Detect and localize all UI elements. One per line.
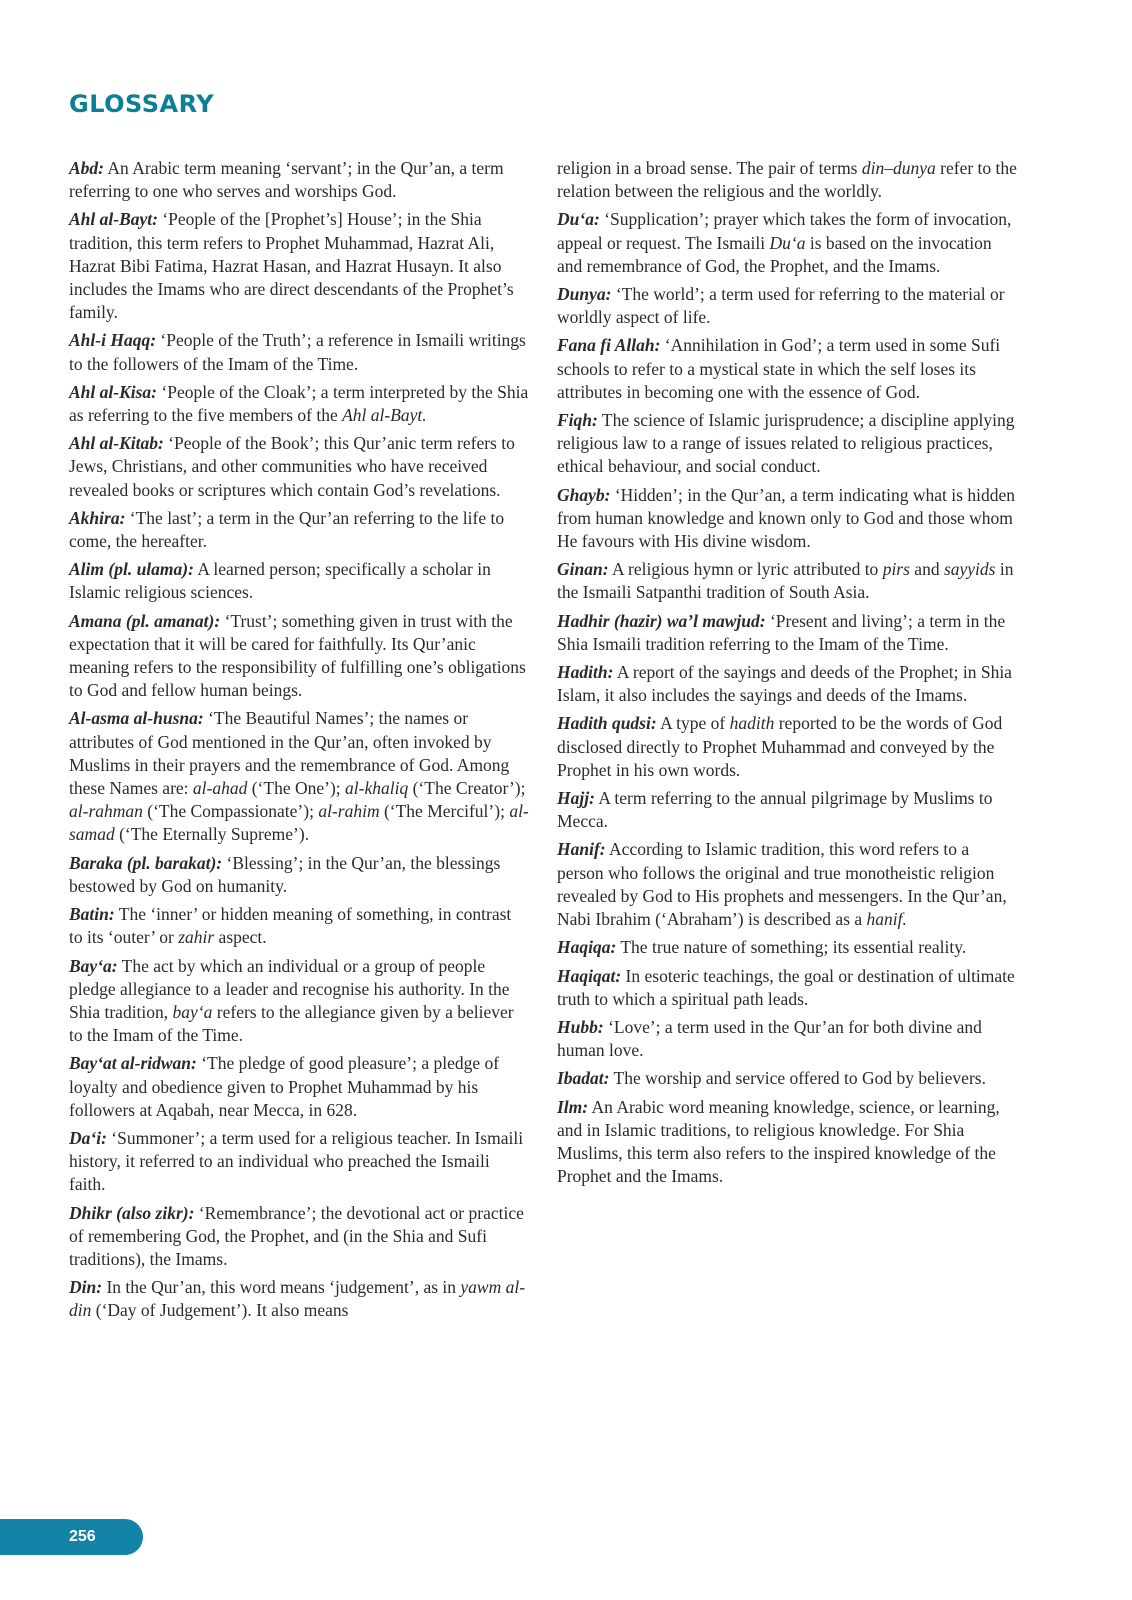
glossary-definition-text: ‘Supplication’; prayer which takes the form of invocation, appeal or request. The Ismaili (557, 209, 1012, 253)
glossary-entry (69, 852, 529, 898)
glossary-term: Ilm: (557, 1096, 589, 1117)
glossary-definition-text: ‘The last’; a term in the Qur’an referring to the life to come, the hereafter. (69, 507, 505, 552)
glossary-entry (69, 1276, 529, 1322)
glossary-term: Hubb: (557, 1016, 604, 1037)
glossary-term: Haqiqa: (557, 937, 617, 958)
glossary-definition-text: In esoteric teachings, the goal or destination of ultimate truth to which a spiritual path leads. (557, 965, 1015, 1009)
glossary-definition-text: (‘The One’); (247, 778, 346, 799)
glossary-definition-text: A religious hymn or lyric attributed to (608, 559, 883, 580)
glossary-entry (69, 903, 529, 949)
glossary-entry (557, 1096, 1020, 1189)
glossary-entry (557, 409, 1020, 479)
glossary-term: Bay‘a: (69, 955, 118, 976)
glossary-term: Baraka (pl. barakat): (69, 852, 223, 873)
glossary-entry (557, 965, 1020, 1011)
glossary-definition-text: (‘The Merciful’); (379, 801, 510, 822)
glossary-definition-text: ‘Trust’; something given in trust with the expectation that it will be cared for faithfully. Its Qur’anic meaning refers to the responsibility of fulfilling one’s obligations to God and fellow human beings. (69, 610, 526, 701)
glossary-definition-text: religion in a broad sense. The pair of terms (557, 158, 862, 178)
glossary-entry (69, 955, 529, 1048)
glossary-italic-text: zahir (178, 927, 215, 948)
glossary-term: Hadith qudsi: (557, 713, 657, 734)
glossary-entry (557, 1016, 1020, 1062)
glossary-definition-text: (‘Day of Judgement’). It also means (91, 1300, 349, 1321)
glossary-definition-text: refer to the relation between the religious and the worldly. (557, 158, 1017, 202)
glossary-entry (69, 208, 529, 324)
glossary-definition-text: ‘Hidden’; in the Qur’an, a term indicating what is hidden from human knowledge and known only to God and those whom He favours with His divine wisdom. (557, 484, 1015, 552)
glossary-term: Fiqh: (557, 410, 598, 431)
glossary-entry (557, 787, 1020, 833)
glossary-definition-text: (‘The Eternally Supreme’). (114, 824, 310, 845)
glossary-definition-text: is based on the invocation and remembrance of God, the Prophet, and the Imams. (557, 232, 992, 276)
glossary-definition-text: ‘Present and living’; a term in the Shia Ismaili tradition referring to the Imam of the Time. (557, 610, 1006, 654)
glossary-italic-text: al-rahim (318, 801, 380, 822)
glossary-term: Hadith: (557, 662, 614, 683)
glossary-term: Hadhir (hazir) wa’l mawjud: (557, 610, 766, 631)
glossary-definition-text: ‘People of the Book’; this Qur’anic term refers to Jews, Christians, and other communities who have received revealed books or scriptures which contain God’s revelations. (69, 433, 515, 500)
glossary-entry (69, 507, 529, 553)
glossary-term: Dunya: (557, 284, 612, 305)
glossary-entry (69, 558, 529, 604)
glossary-entry (557, 558, 1020, 604)
glossary-definition-text: A report of the sayings and deeds of the Prophet; in Shia Islam, it also includes the sayings and deeds of the Imams. (557, 662, 1012, 706)
glossary-definition-text: A term referring to the annual pilgrimage by Muslims to Mecca. (557, 788, 993, 832)
glossary-entry (557, 936, 1020, 959)
glossary-term: Ginan: (557, 559, 609, 580)
glossary-entry (69, 1202, 529, 1272)
glossary-term: Ahl-i Haqq: (69, 330, 157, 351)
glossary-term: Amana (pl. amanat): (69, 610, 221, 631)
glossary-italic-text: Du‘a (769, 232, 806, 253)
glossary-definition-text: The science of Islamic jurisprudence; a discipline applying religious law to a range of issues related to religious practices, ethical behaviour, and social conduct. (557, 410, 1015, 477)
glossary-italic-text: din–dunya (861, 158, 936, 178)
page-title: GLOSSARY (69, 90, 215, 118)
glossary-term: Al-asma al-husna: (69, 708, 204, 729)
glossary-definition-text: ‘The pledge of good pleasure’; a pledge of loyalty and obedience given to Prophet Muhammad by his followers at Aqabah, near Mecca, in 628. (69, 1053, 500, 1120)
glossary-italic-text: pirs (882, 559, 910, 580)
glossary-definition-text: ‘People of the [Prophet’s] House’; in the Shia tradition, this term refers to Prophet Muhammad, Hazrat Ali, Hazrat Bibi Fatima, Hazrat Hasan, and Hazrat Husayn. It also includes the Imams who are direct descendants of the Prophet’s family. (69, 209, 514, 323)
glossary-definition-text: refers to the allegiance given by a believer to the Imam of the Time. (69, 1001, 514, 1046)
glossary-italic-text: bay‘a (172, 1001, 213, 1022)
glossary-entry (557, 1067, 1020, 1090)
glossary-italic-text: hanif. (866, 909, 907, 930)
glossary-term: Akhira: (69, 507, 126, 528)
glossary-entry (557, 610, 1020, 656)
glossary-italic-text: yawm al-din (69, 1277, 526, 1321)
glossary-term: Da‘i: (69, 1127, 107, 1148)
glossary-definition-text: and (909, 559, 944, 580)
glossary-definition-text: According to Islamic tradition, this word refers to a person who follows the original and true monotheistic religion revealed by God to His prophets and messengers. In the Qur’an, Nabi Ibrahim (‘Abraham’) is described as a (557, 839, 1007, 930)
glossary-entry (557, 661, 1020, 707)
glossary-column-right (557, 157, 1020, 1193)
glossary-term: Hajj: (557, 788, 595, 809)
glossary-definition-text: The worship and service offered to God by believers. (609, 1068, 986, 1089)
glossary-definition-text: The ‘inner’ or hidden meaning of something, in contrast to its ‘outer’ or (69, 904, 512, 948)
glossary-term: Ahl al-Bayt: (69, 209, 158, 230)
glossary-term: Hanif: (557, 839, 606, 860)
glossary-entry (69, 329, 529, 375)
glossary-term: Abd: (69, 158, 104, 178)
glossary-definition-text: ‘Love’; a term used in the Qur’an for both divine and human love. (557, 1016, 982, 1061)
glossary-entry (69, 157, 529, 203)
glossary-definition-text: ‘The Beautiful Names’; the names or attributes of God mentioned in the Qur’an, often invoked by Muslims in their prayers and the remembrance of God. Among these Names are: (69, 708, 510, 799)
glossary-term: Fana fi Allah: (557, 335, 661, 356)
glossary-italic-text: al-rahman (69, 801, 143, 822)
glossary-term: Bay‘at al-ridwan: (69, 1053, 197, 1074)
page-number: 256 (69, 1528, 96, 1545)
glossary-definition-text: ‘The world’; a term used for referring to the material or worldly aspect of life. (557, 284, 1005, 328)
glossary-definition-text: The true nature of something; its essential reality. (616, 937, 967, 958)
glossary-definition-text: The act by which an individual or a group of people pledge allegiance to a leader and recognise his authority. In the Shia tradition, (69, 955, 510, 1022)
glossary-definition-text: ‘Annihilation in God’; a term used in some Sufi schools to refer to a mystical state in which the self loses its attributes in becoming one with the essence of God. (557, 335, 1001, 402)
glossary-entry (69, 432, 529, 502)
glossary-entry (69, 707, 529, 846)
glossary-definition-text: reported to be the words of God disclosed directly to Prophet Muhammad and conveyed by the Prophet in his own words. (557, 713, 1003, 780)
glossary-italic-text: al-samad (69, 801, 529, 845)
glossary-definition-text: ‘Summoner’; a term used for a religious teacher. In Ismaili history, it referred to an individual who preached the Ismaili faith. (69, 1127, 524, 1195)
glossary-definition-text: ‘Blessing’; in the Qur’an, the blessings bestowed by God on humanity. (69, 852, 501, 896)
glossary-entry (557, 208, 1020, 278)
glossary-entry (557, 334, 1020, 404)
glossary-definition-text: A learned person; specifically a scholar in Islamic religious sciences. (69, 559, 491, 603)
glossary-term: Alim (pl. ulama): (69, 559, 194, 580)
glossary-entry (69, 381, 529, 427)
glossary-term: Batin: (69, 904, 115, 925)
glossary-entry (69, 1127, 529, 1197)
glossary-definition-text: In the Qur’an, this word means ‘judgement’, as in (102, 1277, 461, 1298)
glossary-entry (557, 838, 1020, 931)
glossary-italic-text: sayyids (943, 559, 996, 580)
glossary-definition-text: ‘People of the Truth’; a reference in Ismaili writings to the followers of the Imam of the Time. (69, 330, 526, 374)
glossary-term: Ibadat: (557, 1068, 610, 1089)
glossary-term: Dhikr (also zikr): (69, 1202, 195, 1223)
glossary-definition-text: (‘The Compassionate’); (142, 801, 319, 822)
glossary-definition-text: aspect. (214, 927, 267, 948)
glossary-italic-text: al-ahad (192, 778, 248, 799)
page-number-tab (0, 1519, 143, 1555)
glossary-term: Ghayb: (557, 484, 611, 505)
glossary-term: Ahl al-Kitab: (69, 433, 164, 454)
glossary-definition-text: in the Ismaili Satpanthi tradition of South Asia. (557, 559, 1014, 603)
glossary-term: Din: (69, 1277, 103, 1298)
glossary-definition-text: An Arabic word meaning knowledge, science, or learning, and in Islamic traditions, to religious knowledge. For Shia Muslims, this term also refers to the inspired knowledge of the Prophet and the Imams. (557, 1096, 1000, 1187)
glossary-term: Ahl al-Kisa: (69, 381, 158, 402)
glossary-definition-text: A type of (656, 713, 730, 734)
glossary-italic-text: Ahl al-Bayt. (342, 405, 427, 426)
glossary-entry (557, 283, 1020, 329)
glossary-column-left (69, 157, 529, 1328)
glossary-term: Haqiqat: (557, 965, 622, 986)
glossary-entry (69, 1052, 529, 1122)
glossary-definition-text: An Arabic term meaning ‘servant’; in the Qur’an, a term referring to one who serves and worships God. (69, 158, 504, 202)
glossary-entry (557, 712, 1020, 782)
glossary-term: Du‘a: (557, 209, 600, 230)
glossary-entry (557, 484, 1020, 554)
glossary-definition-text: ‘People of the Cloak’; a term interpreted by the Shia as referring to the five members of the (69, 381, 529, 426)
glossary-entry (557, 157, 1020, 203)
glossary-entry (69, 610, 529, 703)
glossary-italic-text: al-khaliq (345, 778, 409, 799)
glossary-definition-text: ‘Remembrance’; the devotional act or practice of remembering God, the Prophet, and (in the Shia and Sufi traditions), the Imams. (69, 1202, 524, 1269)
glossary-definition-text: (‘The Creator’); (408, 778, 526, 799)
glossary-italic-text: hadith (729, 713, 775, 734)
